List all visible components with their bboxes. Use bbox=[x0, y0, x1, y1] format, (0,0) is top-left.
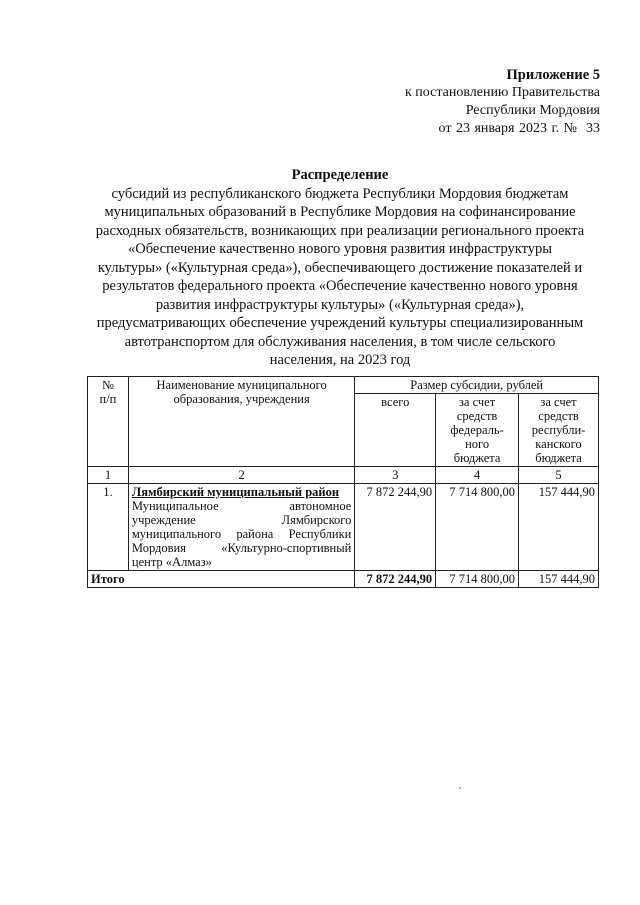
date-day: 23 bbox=[455, 121, 470, 136]
date-year: 2023 г. bbox=[518, 121, 560, 136]
date-month: января bbox=[474, 121, 515, 136]
institution-line: Муниципальное автономное bbox=[131, 499, 352, 513]
heading-line: результатов федерального проекта «Обеспечение качественно нового уровня bbox=[102, 278, 578, 294]
row-total: 7 872 244,90 bbox=[355, 484, 436, 571]
date-prefix: от bbox=[438, 121, 452, 136]
header-republic: за счет средств республи- канского бюджета bbox=[519, 394, 599, 467]
row-republic: 157 444,90 bbox=[519, 484, 599, 571]
institution-line: центр «Алмаз» bbox=[131, 555, 212, 569]
institution-line: муниципального района Республики bbox=[131, 527, 352, 541]
total-sum: 7 872 244,90 bbox=[355, 571, 436, 588]
total-republic: 157 444,90 bbox=[519, 571, 599, 588]
col-number: 5 bbox=[519, 467, 599, 484]
total-row bbox=[88, 571, 599, 588]
column-number-row bbox=[88, 467, 599, 484]
annex-title: Приложение 5 bbox=[506, 67, 600, 83]
header-row-1 bbox=[88, 377, 599, 394]
row-federal: 7 714 800,00 bbox=[436, 484, 519, 571]
col-number: 4 bbox=[436, 467, 519, 484]
row-name bbox=[128, 484, 354, 571]
header-name: Наименование муниципального образования, учреждения bbox=[128, 377, 354, 467]
row-no: 1. bbox=[88, 484, 129, 571]
institution-line: Мордовия «Культурно-спортивный bbox=[131, 541, 352, 555]
resolution-number: 33 bbox=[586, 121, 600, 136]
document-heading bbox=[70, 166, 610, 370]
header-no: № п/п bbox=[88, 377, 129, 467]
col-number: 2 bbox=[128, 467, 354, 484]
subsidy-table bbox=[87, 376, 599, 588]
heading-line: муниципальных образований в Республике Мордовия на софинансирование bbox=[104, 204, 576, 220]
number-sign: № bbox=[563, 121, 577, 136]
heading-title: Распределение bbox=[291, 167, 389, 183]
total-label: Итого bbox=[88, 571, 355, 588]
header-federal: за счет средств федераль- ного бюджета bbox=[436, 394, 519, 467]
header-amount-group: Размер субсидии, рублей bbox=[355, 377, 599, 394]
scan-speck bbox=[459, 787, 461, 789]
institution-line: учреждение Лямбирского bbox=[131, 513, 352, 527]
heading-line: автотранспортом для обслуживания населения, в том числе сельского bbox=[124, 333, 556, 350]
heading-line: развития инфраструктуры культуры» («Культурная среда»), bbox=[155, 296, 525, 313]
col-number: 1 bbox=[88, 467, 129, 484]
district-name: Лямбирский муниципальный район bbox=[131, 485, 340, 499]
heading-line: субсидий из республиканского бюджета Республики Мордовия бюджетам bbox=[111, 185, 569, 202]
header-total: всего bbox=[355, 394, 436, 467]
heading-line: предусматривающих обеспечение учреждений культуры специализированным bbox=[96, 315, 584, 331]
col-number: 3 bbox=[355, 467, 436, 484]
heading-line: «Обеспечение качественно нового уровня развития инфраструктуры bbox=[127, 241, 553, 257]
annex-line-1: к постановлению Правительства bbox=[404, 85, 600, 100]
heading-line: расходных обязательств, возникающих при реализации регионального проекта bbox=[95, 222, 585, 239]
heading-line: культуры» («Культурная среда»), обеспечивающего достижение показателей и bbox=[97, 259, 583, 276]
annex-line-2: Республики Мордовия bbox=[465, 103, 600, 118]
annex-header bbox=[405, 66, 600, 138]
total-federal: 7 714 800,00 bbox=[436, 571, 519, 588]
table-row bbox=[88, 484, 599, 571]
heading-line: населения, на 2023 год bbox=[269, 352, 411, 368]
annex-date-line bbox=[405, 120, 600, 138]
